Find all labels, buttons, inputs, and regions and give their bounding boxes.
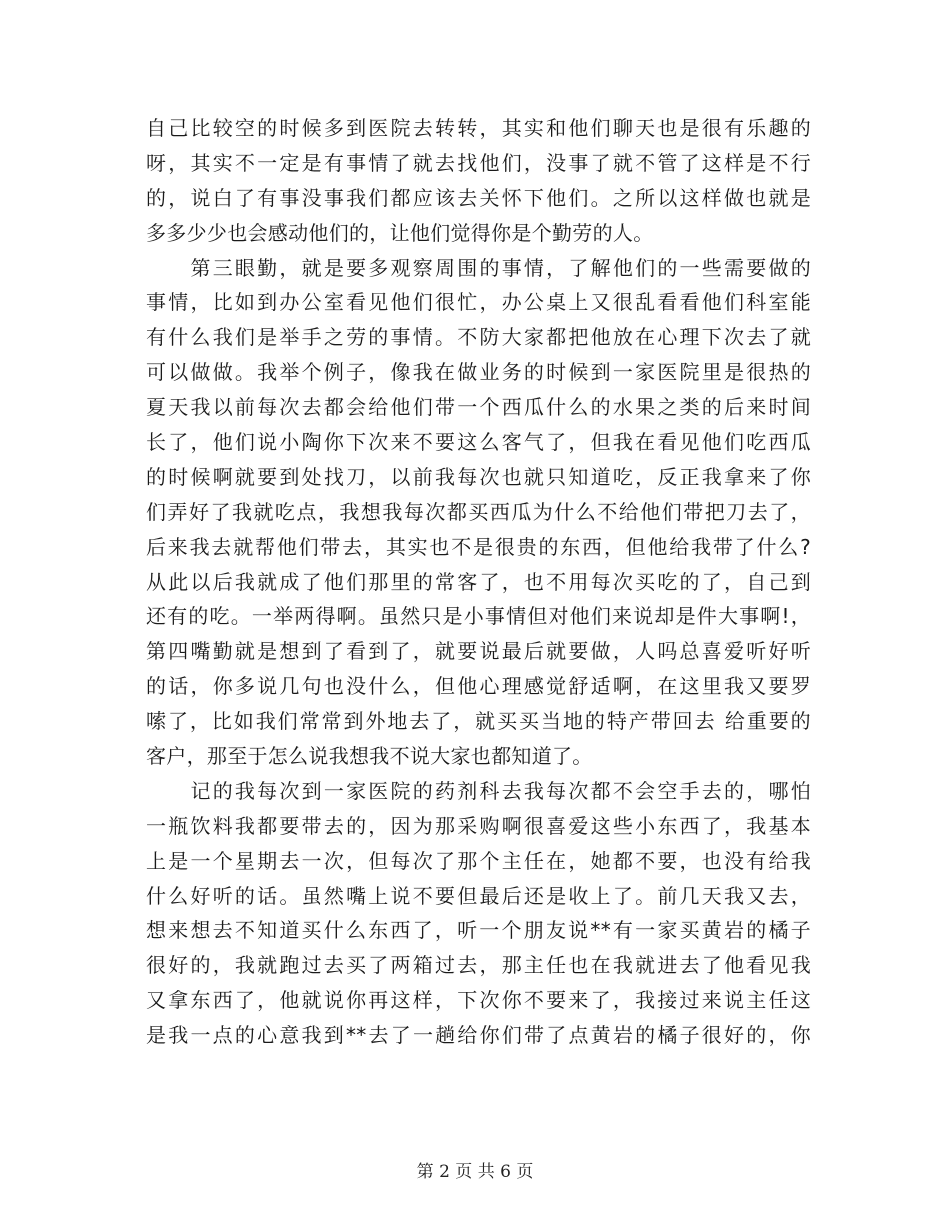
text-line-8: 可以做做。我举个例子，像我在做业务的时候到一家医院里是很热的	[146, 360, 811, 385]
text-line-9: 夏天我以前每次去都会给他们带一个西瓜什么的水果之类的后来时间	[146, 395, 811, 420]
page-footer	[0, 1157, 950, 1182]
text-line-14: 从此以后我就成了他们那里的常客了，也不用每次买吃的了，自己到	[146, 569, 811, 594]
text-line-26: 又拿东西了，他就说你再这样，下次你不要来了，我接过来说主任这	[146, 988, 811, 1013]
text-line-2: 呀，其实不一定是有事情了就去找他们，没事了就不管了这样是不行	[146, 150, 811, 175]
text-line-5: 第三眼勤，就是要多观察周围的事情，了解他们的一些需要做的	[146, 255, 811, 280]
document-body	[146, 111, 811, 1053]
text-line-10: 长了，他们说小陶你下次来不要这么客气了，但我在看见他们吃西瓜	[146, 430, 811, 455]
text-line-13: 后来我去就帮他们带去，其实也不是很贵的东西，但他给我带了什么?	[146, 534, 811, 559]
text-line-18: 嗦了，比如我们常常到外地去了，就买买当地的特产带回去 给重要的	[146, 709, 811, 734]
text-line-3: 的，说白了有事没事我们都应该去关怀下他们。之所以这样做也就是	[146, 185, 811, 210]
text-line-15: 还有的吃。一举两得啊。虽然只是小事情但对他们来说却是件大事啊!，	[146, 604, 811, 629]
text-line-22: 上是一个星期去一次，但每次了那个主任在，她都不要，也没有给我	[146, 848, 811, 873]
text-line-12: 们弄好了我就吃点，我想我每次都买西瓜为什么不给他们带把刀去了，	[146, 499, 811, 524]
text-line-17: 的话，你多说几句也没什么，但他心理感觉舒适啊，在这里我又要罗	[146, 674, 811, 699]
text-line-25: 很好的，我就跑过去买了两箱过去，那主任也在我就进去了他看见我	[146, 953, 811, 978]
page-number-label: 第 2 页 共 6 页	[416, 1162, 534, 1182]
text-line-20: 记的我每次到一家医院的药剂科去我每次都不会空手去的，哪怕	[146, 778, 811, 803]
text-line-21: 一瓶饮料我都要带去的，因为那采购啊很喜爱这些小东西了，我基本	[146, 813, 811, 838]
text-line-6: 事情，比如到办公室看见他们很忙，办公桌上又很乱看看他们科室能	[146, 290, 811, 315]
text-line-16: 第四嘴勤就是想到了看到了，就要说最后就要做，人吗总喜爱听好听	[146, 639, 811, 664]
text-line-4: 多多少少也会感动他们的，让他们觉得你是个勤劳的人。	[146, 220, 654, 245]
text-line-1: 自己比较空的时候多到医院去转转，其实和他们聊天也是很有乐趣的	[146, 116, 811, 140]
text-line-11: 的时候啊就要到处找刀，以前我每次也就只知道吃，反正我拿来了你	[146, 464, 811, 489]
text-line-27: 是我一点的心意我到**去了一趟给你们带了点黄岩的橘子很好的，你	[146, 1023, 811, 1048]
text-line-24: 想来想去不知道买什么东西了，听一个朋友说**有一家买黄岩的橘子	[146, 918, 811, 943]
text-line-7: 有什么我们是举手之劳的事情。不防大家都把他放在心理下次去了就	[146, 325, 811, 350]
text-line-19: 客户，那至于怎么说我想我不说大家也都知道了。	[146, 744, 593, 769]
text-line-23: 什么好听的话。虽然嘴上说不要但最后还是收上了。前几天我又去，	[146, 883, 811, 908]
